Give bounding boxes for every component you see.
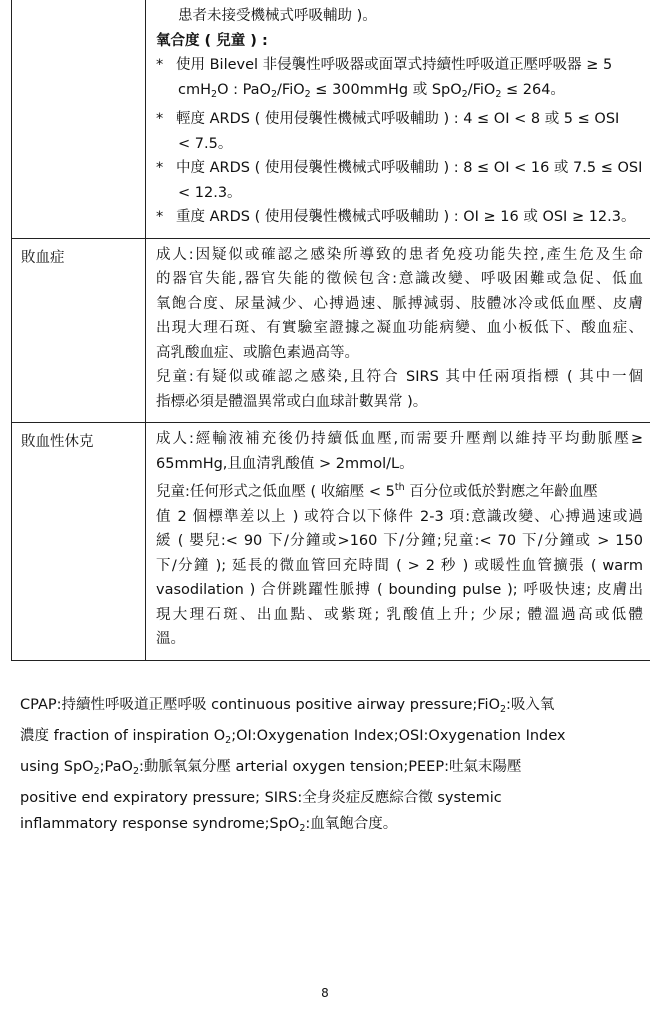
text-line	[156, 53, 643, 78]
text: :吸入氧	[506, 697, 555, 713]
table-row	[12, 0, 650, 238]
text: 濃度 fraction of inspiration O	[20, 728, 226, 744]
term-cell	[12, 0, 146, 238]
definition-cell	[146, 239, 650, 423]
text-line: 現大理石斑、出血點、或紫斑; 乳酸值上升; 少尿; 體溫過高或低體	[156, 606, 643, 623]
table-row	[12, 238, 650, 423]
subscript: 2	[495, 88, 502, 100]
bullet: *	[156, 160, 164, 176]
text-line: vasodilation ) 合併跳躍性脈搏 ( bounding pulse ); 呼吸快速; 皮膚出	[156, 582, 643, 598]
text-line: 溫。	[156, 631, 185, 647]
text: 輕度 ARDS ( 使用侵襲性機械式呼吸輔助 ) : 4 ≤ OI < 8 或 5 ≤ OSI	[176, 111, 620, 127]
text: ≤ 264。	[501, 81, 565, 98]
page-number: 8	[321, 986, 329, 1000]
text-line	[20, 811, 642, 842]
text-line: < 12.3。	[178, 184, 242, 201]
subscript: 2	[93, 766, 100, 777]
subscript: 2	[211, 88, 218, 100]
text: 重度 ARDS ( 使用侵襲性機械式呼吸輔助 ) : OI ≥ 16 或 OSI ≥ 12.3。	[176, 209, 636, 225]
text-line: 氧飽合度、尿量減少、心搏過速、脈搏減弱、肢體冰冷或低血壓、皮膚	[156, 295, 643, 312]
text: ;PaO	[99, 759, 133, 775]
text-line	[156, 107, 643, 132]
text-line	[20, 754, 642, 785]
text: CPAP:持續性呼吸道正壓呼吸 continuous positive airway pressure;FiO	[20, 697, 500, 713]
bullet: *	[156, 57, 164, 73]
text-line	[20, 723, 642, 754]
text-line	[20, 692, 642, 723]
definition-cell	[146, 0, 650, 238]
text-line: 緩 ( 嬰兒:< 90 下/分鐘或>160 下/分鐘;兒童:< 70 下/分鐘或 > 150	[156, 533, 643, 549]
term-cell	[12, 423, 146, 660]
text-line: 成人:經輸液補充後仍持續低血壓,而需要升壓劑以維持平均動脈壓≥	[156, 431, 643, 447]
text-line: 指標必須是體溫異常或白血球計數異常 )。	[156, 393, 428, 410]
subscript: 2	[304, 88, 311, 100]
text-line: 值 2 個標準差以上 ) 或符合以下條件 2-3 項:意識改變、心搏過速或過	[156, 508, 643, 525]
text: 百分位或低於對應之年齡血壓	[404, 484, 598, 500]
text: ≤ 300mmHg 或 SpO	[310, 81, 462, 98]
text-line	[156, 476, 643, 505]
subscript: 2	[500, 704, 507, 715]
subscript: 2	[225, 735, 232, 746]
text-line: 出現大理石斑、有實驗室證據之凝血功能病變、血小板低下、酸血症、	[156, 320, 643, 336]
subscript: 2	[461, 88, 468, 100]
text-line: 成人:因疑似或確認之感染所導致的患者免疫功能失控,產生危及生命	[156, 246, 643, 263]
definition-cell	[146, 423, 650, 660]
definitions-table	[11, 0, 650, 661]
text-line: positive end expiratory pressure; SIRS:全身炎症反應綜合徵 systemic	[20, 790, 502, 806]
text: ;OI:Oxygenation Index;OSI:Oxygenation Index	[231, 728, 566, 744]
text: 中度 ARDS ( 使用侵襲性機械式呼吸輔助 ) : 8 ≤ OI < 16 或 7.5 ≤ OSI	[176, 160, 643, 176]
text: 兒童:任何形式之低血壓 ( 收縮壓 < 5	[156, 484, 395, 500]
text: :血氧飽合度。	[305, 816, 398, 832]
text: :動脈氧氣分壓 arterial oxygen tension;PEEP:吐氣末陽壓	[138, 759, 522, 775]
superscript: th	[394, 482, 405, 493]
pediatric-oxygenation-heading: 氧合度 ( 兒童 ) :	[156, 32, 268, 49]
text-line: 下/分鐘 ); 延長的微血管回充時間 ( > 2 秒 ) 或暖性血管擴張 ( warm	[156, 557, 643, 574]
table-row	[12, 422, 650, 660]
bullet: *	[156, 209, 164, 225]
subscript: 2	[270, 88, 278, 100]
text: O : PaO	[217, 81, 271, 98]
text-line	[156, 205, 643, 230]
text-line: 患者未接受機械式呼吸輔助 )。	[178, 8, 377, 24]
abbreviation-footnote	[20, 692, 642, 842]
bullet: *	[156, 111, 164, 127]
text-line: 的器官失能,器官失能的徵候包含:意識改變、呼吸困難或急促、低血	[156, 271, 643, 287]
term-label: 敗血性休克	[21, 434, 94, 450]
text: using SpO	[20, 759, 94, 775]
text-line: 兒童:有疑似或確認之感染,且符合 SIRS 其中任兩項指標 ( 其中一個	[156, 369, 643, 385]
text-line	[156, 78, 643, 108]
text: /FiO	[467, 81, 496, 98]
term-cell	[12, 239, 146, 423]
text: 使用 Bilevel 非侵襲性呼吸器或面罩式持續性呼吸道正壓呼吸器 ≥ 5	[176, 57, 613, 73]
text: /FiO	[277, 81, 305, 98]
subscript: 2	[132, 766, 139, 777]
subscript: 2	[299, 823, 306, 834]
text-line: < 7.5。	[178, 135, 233, 152]
term-label: 敗血症	[21, 249, 65, 266]
text-line: 65mmHg,且血清乳酸值 > 2mmol/L。	[156, 455, 414, 472]
text-line: 高乳酸血症、或膽色素過高等。	[156, 344, 359, 361]
text-line	[156, 156, 643, 181]
text: cmH	[178, 81, 212, 98]
text: inflammatory response syndrome;SpO	[20, 816, 300, 832]
